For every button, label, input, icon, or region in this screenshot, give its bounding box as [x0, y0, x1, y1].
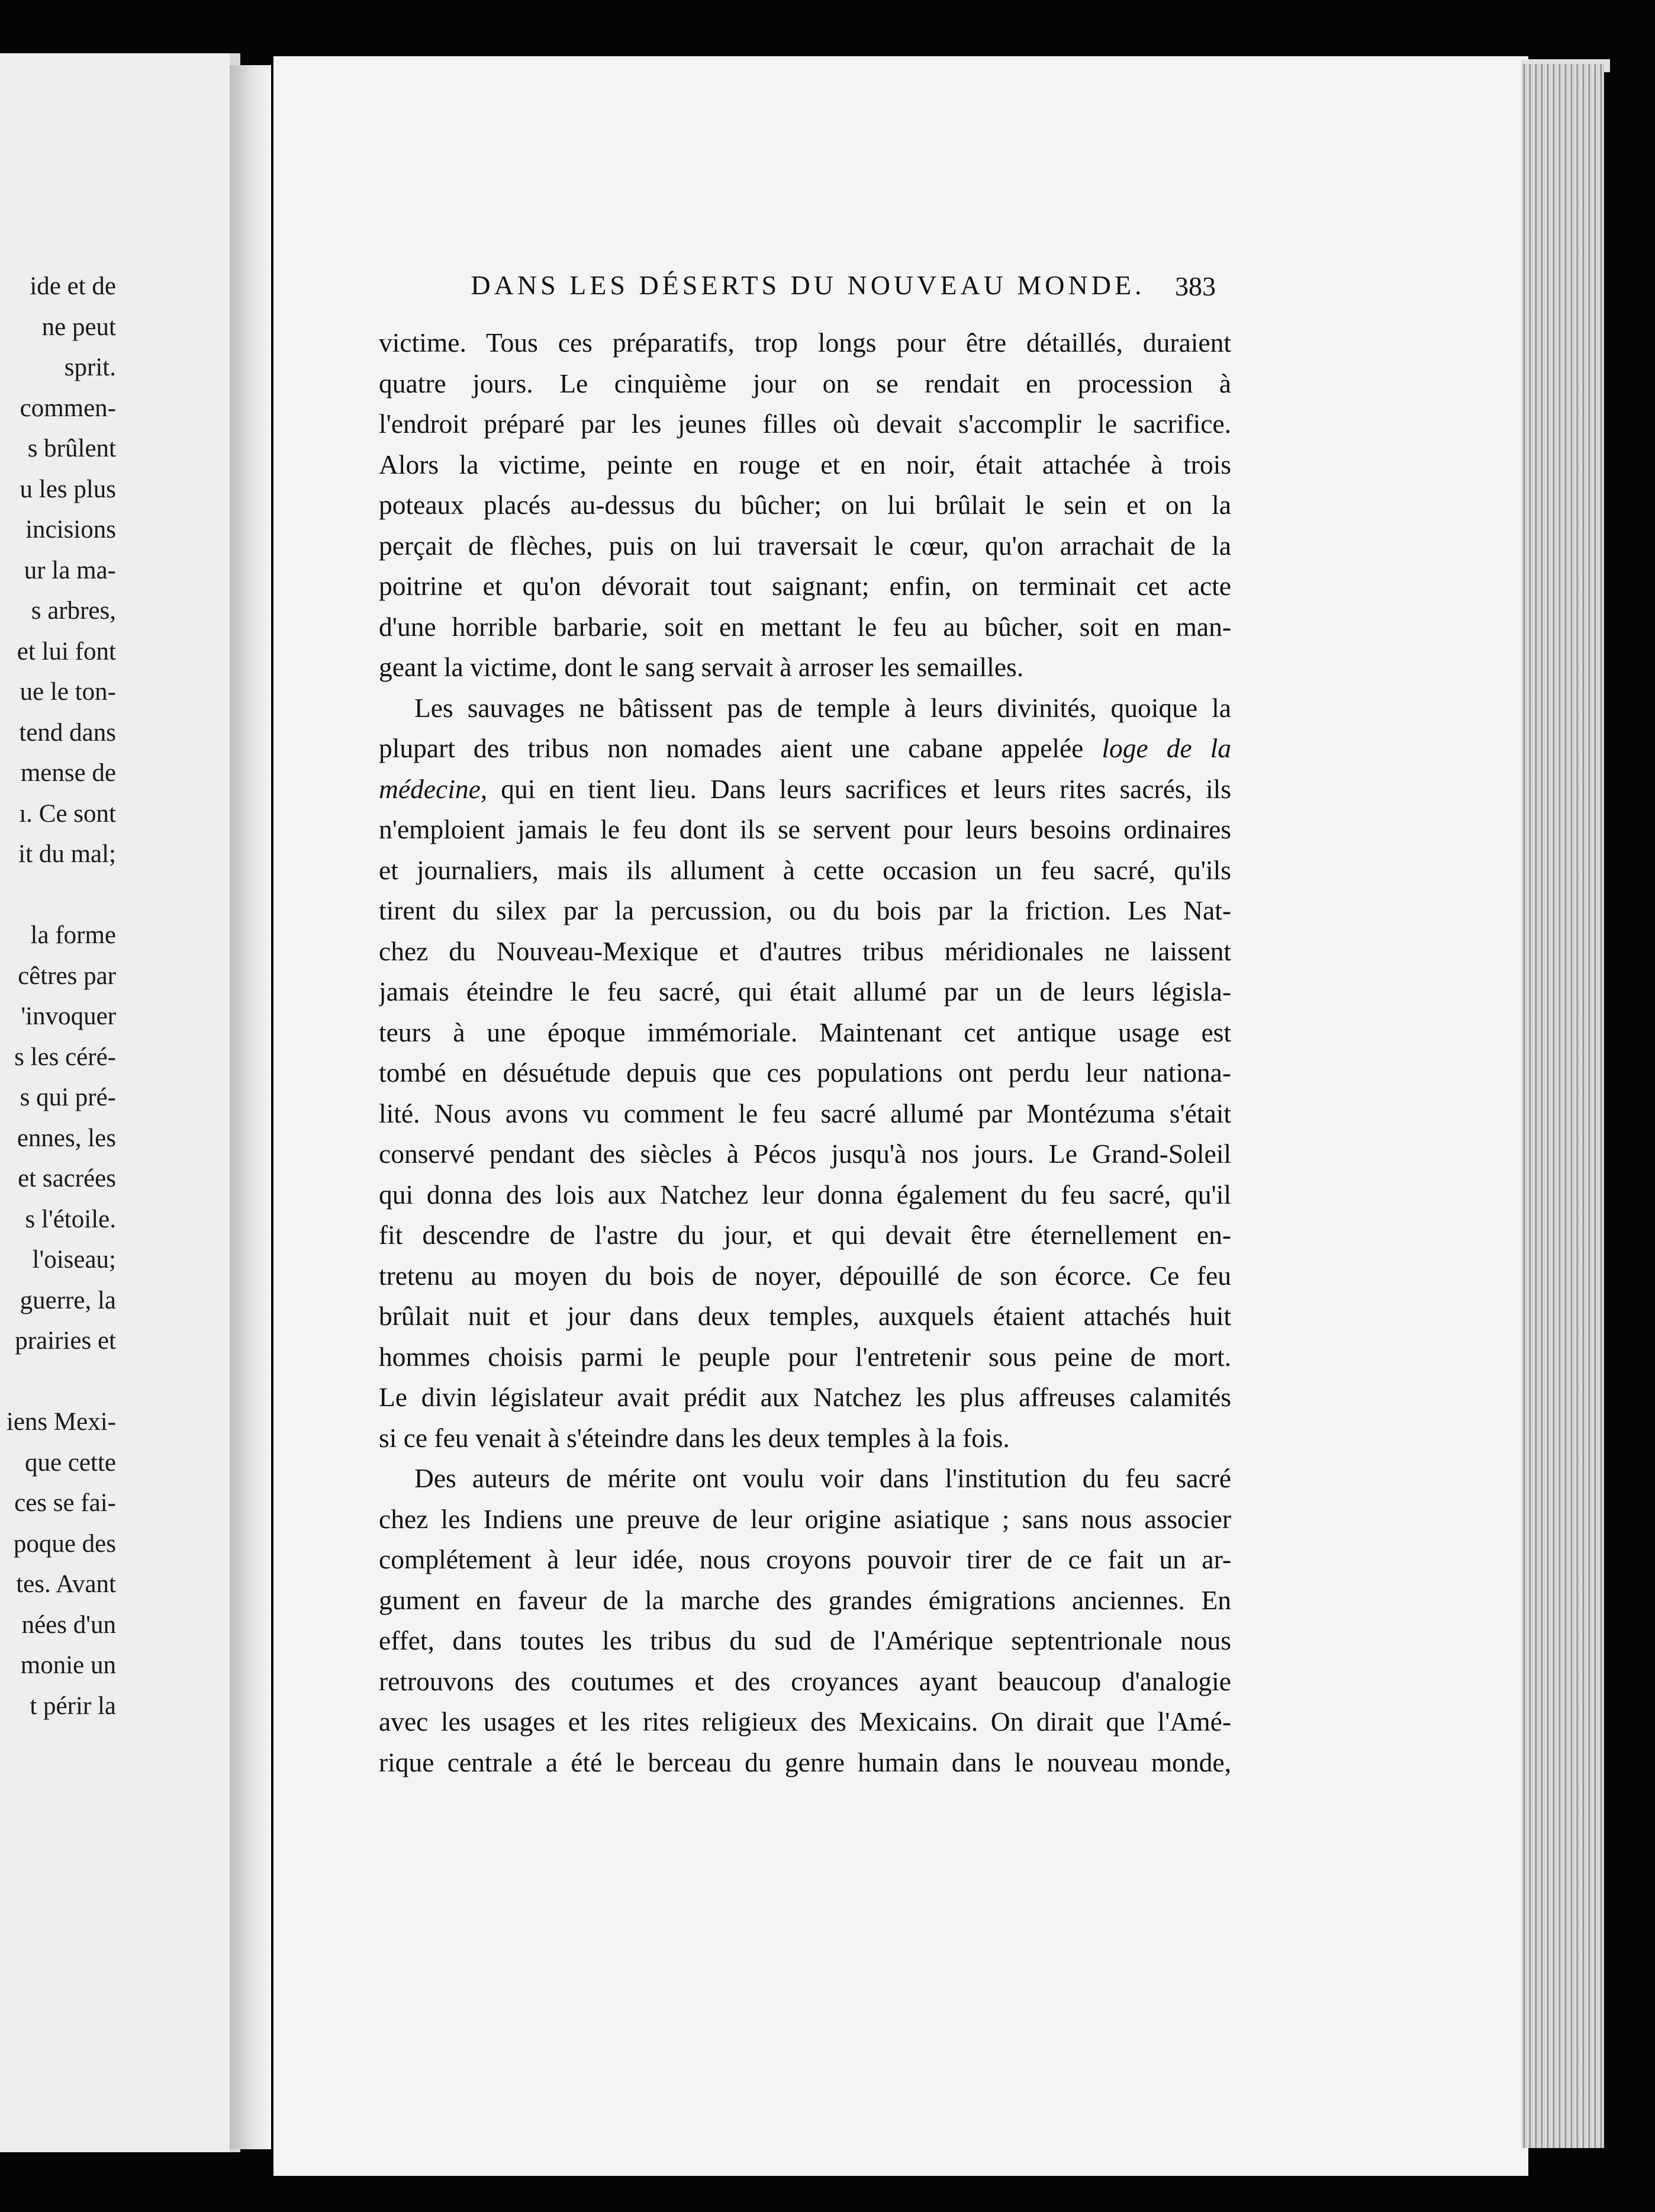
- text-line: fit descendre de l'astre du jour, et qui devait être éternellement en-: [379, 1220, 1231, 1250]
- left-page-line: s qui pré-: [20, 1084, 116, 1111]
- left-page-line: ur la ma-: [24, 556, 116, 584]
- text-line: chez du Nouveau-Mexique et d'autres tribus méridionales ne laissent: [379, 935, 1231, 966]
- left-facing-page: [0, 53, 240, 2152]
- left-page-line: tes. Avant: [16, 1570, 116, 1598]
- text-line: geant la victime, dont le sang servait à arroser les semailles.: [379, 652, 1024, 682]
- left-page-line: s l'étoile.: [25, 1205, 116, 1233]
- left-page-line: et sacrées: [18, 1165, 116, 1192]
- left-page-line: 'invoquer: [21, 1002, 116, 1030]
- text-line: l'endroit préparé par les jeunes filles où devait s'accomplir le sacrifice.: [379, 409, 1231, 439]
- body-text: [379, 323, 1231, 1783]
- left-page-line: prairies et: [15, 1327, 116, 1355]
- text-line: Le divin législateur avait prédit aux Natchez les plus affreuses calamités: [379, 1382, 1231, 1412]
- text-line: tirent du silex par la percussion, ou du bois par la friction. Les Nat-: [379, 895, 1231, 925]
- left-page-line: ide et de: [30, 272, 116, 300]
- text-line: et journaliers, mais ils allument à cette occasion un feu sacré, qu'ils: [379, 854, 1231, 885]
- left-page-line: u les plus: [20, 475, 116, 503]
- left-page-line: ennes, les: [17, 1124, 116, 1152]
- left-page-line: ue le ton-: [20, 678, 116, 706]
- left-page-line: s arbres,: [31, 597, 116, 625]
- text-line: poitrine et qu'on dévorait tout saignant; enfin, on terminait cet acte: [379, 571, 1231, 601]
- left-page-line: monie un: [20, 1651, 116, 1679]
- left-page-line: et lui font: [17, 637, 116, 665]
- page-edges: [1521, 64, 1604, 2148]
- text-line: complétement à leur idée, nous croyons pouvoir tirer de ce fait un ar-: [379, 1544, 1231, 1574]
- left-page-line: guerre, la: [20, 1286, 116, 1314]
- text-line: quatre jours. Le cinquième jour on se rendait en procession à: [379, 368, 1231, 398]
- text-line: n'emploient jamais le feu dont ils se servent pour leurs besoins ordinaires: [379, 814, 1231, 844]
- text-line: victime. Tous ces préparatifs, trop longs pour être détaillés, duraient: [379, 327, 1231, 358]
- text-line: jamais éteindre le feu sacré, qui était allumé par un de leurs législa-: [379, 976, 1231, 1007]
- left-page-line: t périr la: [30, 1692, 116, 1720]
- text-line: rique centrale a été le berceau du genre humain dans le nouveau monde,: [379, 1747, 1231, 1777]
- left-page-line: que cette: [25, 1448, 116, 1477]
- text-line: lité. Nous avons vu comment le feu sacré allumé par Montézuma s'était: [379, 1098, 1231, 1128]
- text-line: retrouvons des coutumes et des croyances ayant beaucoup d'analogie: [379, 1666, 1231, 1696]
- left-page-line: poque des: [13, 1529, 116, 1558]
- text-line: perçait de flèches, puis on lui traversait le cœur, qu'on arrachait de la: [379, 530, 1231, 561]
- text-line: tombé en désuétude depuis que ces populations ont perdu leur nationa-: [379, 1057, 1231, 1088]
- text-line: Alors la victime, peinte en rouge et en noir, était attachée à trois: [379, 449, 1231, 480]
- left-page-line: sprit.: [64, 353, 116, 381]
- running-head: DANS LES DÉSERTS DU NOUVEAU MONDE.: [471, 270, 1145, 300]
- text-line: poteaux placés au-dessus du bûcher; on lui brûlait le sein et on la: [379, 490, 1231, 520]
- text-line: teurs à une époque immémoriale. Maintenant cet antique usage est: [379, 1017, 1231, 1047]
- left-page-line: l'oiseau;: [32, 1246, 116, 1274]
- left-page-line: incisions: [25, 516, 116, 544]
- text-line: Des auteurs de mérite ont voulu voir dans l'institution du feu sacré: [414, 1463, 1231, 1493]
- left-page-line: iens Mexi-: [6, 1408, 116, 1436]
- text-line: qui donna des lois aux Natchez leur donna également du feu sacré, qu'il: [379, 1179, 1231, 1210]
- left-page-line: mense de: [20, 759, 116, 787]
- text-line: avec les usages et les rites religieux des Mexicains. On dirait que l'Amé-: [379, 1706, 1231, 1737]
- book-gutter: [230, 65, 271, 2149]
- left-page-line: ces se fai-: [14, 1489, 116, 1517]
- text-line: Les sauvages ne bâtissent pas de temple à leurs divinités, quoique la: [414, 692, 1231, 723]
- left-page-line: ı. Ce sont: [19, 799, 116, 828]
- text-line: d'une horrible barbarie, soit en mettant le feu au bûcher, soit en man-: [379, 611, 1231, 642]
- text-line: chez les Indiens une preuve de leur origine asiatique ; sans nous associer: [379, 1503, 1231, 1534]
- left-page-line: it du mal;: [18, 840, 116, 868]
- text-line: conservé pendant des siècles à Pécos jusqu'à nos jours. Le Grand-Soleil: [379, 1139, 1231, 1169]
- text-line: effet, dans toutes les tribus du sud de l'Amérique septentrionale nous: [379, 1625, 1231, 1655]
- left-page-line: commen-: [20, 394, 116, 422]
- text-line: gument en faveur de la marche des grandes émigrations anciennes. En: [379, 1584, 1231, 1615]
- left-page-line: s les céré-: [14, 1043, 116, 1071]
- left-page-line: nées d'un: [21, 1610, 116, 1639]
- text-line: si ce feu venait à s'éteindre dans les deux temples à la fois.: [379, 1422, 1010, 1453]
- text-line: médecine, qui en tient lieu. Dans leurs sacrifices et leurs rites sacrés, ils: [379, 773, 1231, 804]
- left-page-line: cêtres par: [18, 962, 116, 990]
- left-page-line: s brûlent: [27, 435, 116, 462]
- text-line: plupart des tribus non nomades aient une cabane appelée loge de la: [379, 733, 1231, 763]
- text-line: hommes choisis parmi le peuple pour l'entretenir sous peine de mort.: [379, 1341, 1231, 1372]
- left-page-line: la forme: [30, 921, 116, 949]
- page-number: 383: [1175, 271, 1216, 301]
- text-line: tretenu au moyen du bois de noyer, dépouillé de son écorce. Ce feu: [379, 1260, 1231, 1291]
- left-page-line: ne peut: [41, 313, 116, 341]
- left-page-line: tend dans: [19, 718, 116, 747]
- text-line: brûlait nuit et jour dans deux temples, auxquels étaient attachés huit: [379, 1301, 1231, 1331]
